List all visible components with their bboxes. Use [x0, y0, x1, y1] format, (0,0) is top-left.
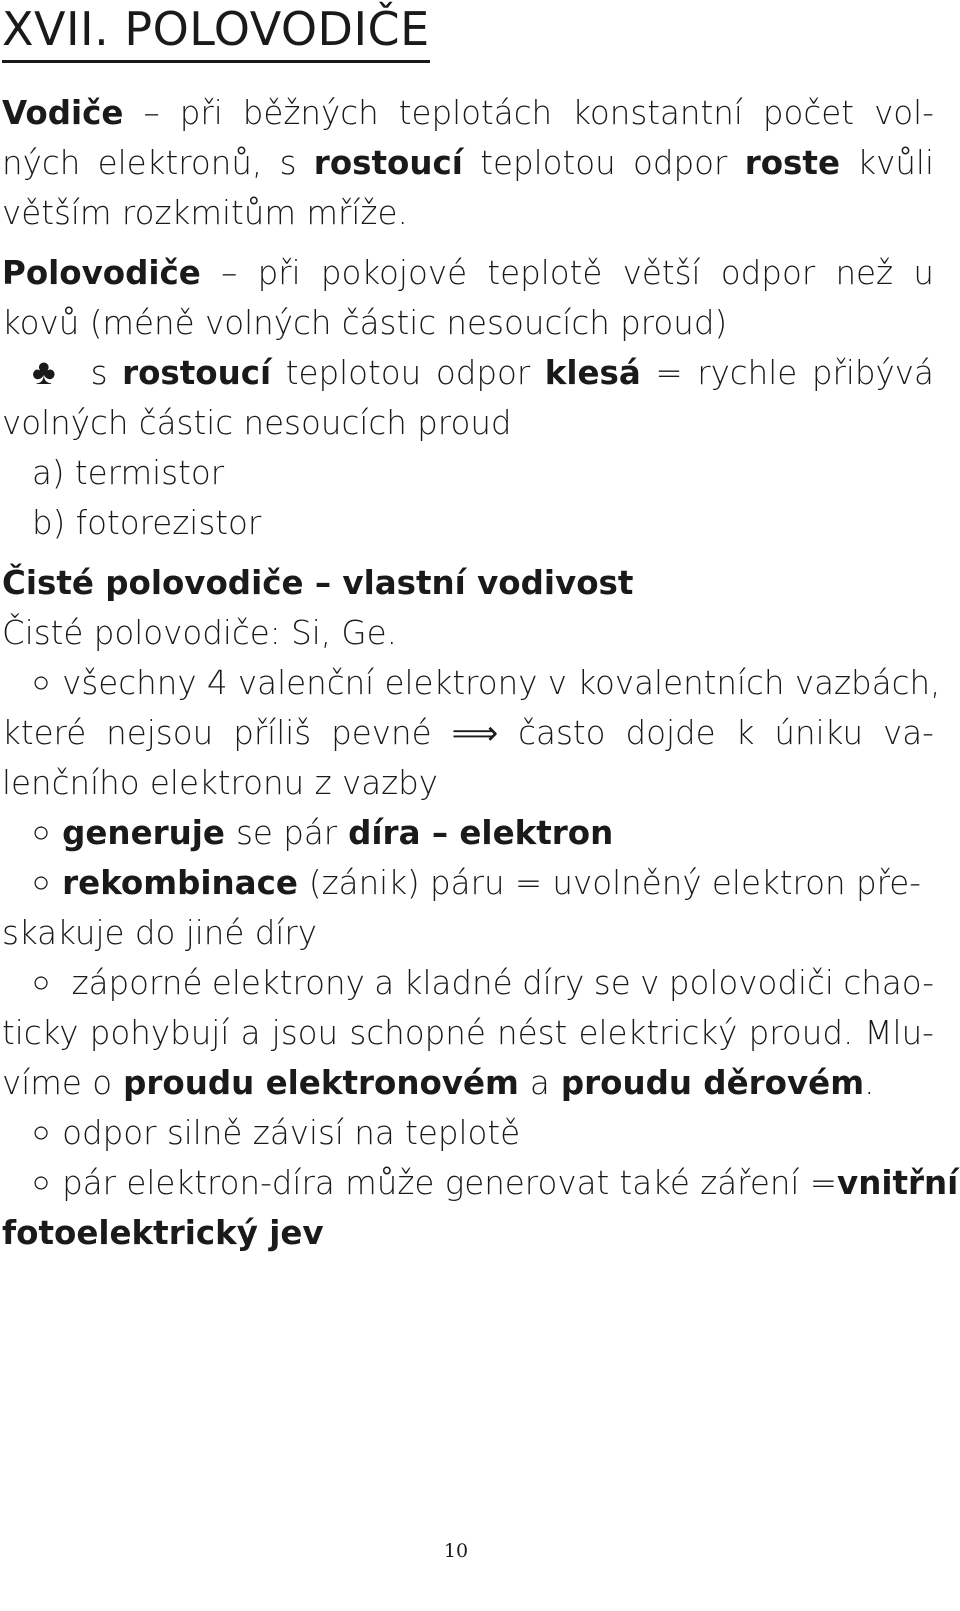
- word: větší: [622, 254, 701, 292]
- text: volných částic nesoucích proud: [2, 404, 512, 442]
- list-item: [2, 448, 934, 498]
- text: pár elektron-díra může generovat také záření =: [62, 1164, 838, 1202]
- emphasis-rekombinace: rekombinace: [62, 864, 298, 902]
- word: pokojové: [320, 254, 468, 292]
- word: kladné: [403, 964, 513, 1002]
- word: rychle: [697, 354, 798, 392]
- word: při: [257, 254, 301, 292]
- text: (zánik) páru = uvolněný elektron pře-: [308, 864, 921, 902]
- paragraph-line: [2, 348, 934, 398]
- word: běžných: [242, 94, 379, 132]
- white-circle-bullet-icon: ○: [32, 865, 51, 900]
- text: všechny 4 valenční elektrony v kovalentních vazbách,: [62, 664, 941, 702]
- word: odpor: [720, 254, 816, 292]
- dash: –: [221, 254, 238, 292]
- emphasis-generuje: generuje: [62, 814, 225, 852]
- paragraph-line: [2, 708, 934, 758]
- word: s: [90, 354, 108, 392]
- word: elektrony: [211, 964, 365, 1002]
- word: odpor: [633, 144, 728, 182]
- paragraph-line: [2, 298, 934, 348]
- word: a: [240, 1014, 261, 1052]
- implies-arrow: ⟹: [451, 714, 499, 752]
- word: odpor: [435, 354, 531, 392]
- bullet-line: [2, 1108, 934, 1158]
- text: a: [529, 1064, 550, 1102]
- word: jsou: [271, 1014, 339, 1052]
- word: než: [835, 254, 894, 292]
- list-item-fotorezistor: b) fotorezistor: [32, 504, 262, 542]
- word: a: [374, 964, 395, 1002]
- text: větším rozkmitům mříže.: [2, 194, 408, 232]
- subsection-title: Čisté polovodiče – vlastní vodivost: [2, 564, 634, 602]
- paragraph-line: [2, 398, 934, 448]
- word: chao-: [843, 964, 934, 1002]
- word: při: [179, 94, 223, 132]
- word: pohybují: [89, 1014, 230, 1052]
- period: .: [864, 1064, 875, 1102]
- bullet-line: [2, 958, 934, 1008]
- paragraph-line: [2, 248, 934, 298]
- word: které: [2, 714, 87, 752]
- white-circle-bullet-icon: ○: [32, 1115, 51, 1150]
- word: proud.: [748, 1014, 854, 1052]
- white-circle-bullet-icon: ○: [32, 965, 51, 1000]
- emphasis-vnitrni: vnitřní: [837, 1164, 959, 1202]
- word: polovodiči: [668, 964, 834, 1002]
- emphasis-rostouci: rostoucí: [122, 354, 272, 392]
- text: odpor silně závisí na teplotě: [62, 1114, 521, 1152]
- term-vodice: Vodiče: [2, 94, 124, 132]
- word: nejsou: [106, 714, 214, 752]
- list-item-termistor: a) termistor: [32, 454, 225, 492]
- paragraph-line: [2, 1008, 934, 1058]
- white-circle-bullet-icon: ○: [32, 665, 51, 700]
- word: teplotě: [487, 254, 603, 292]
- emphasis-proud-elektronovy: proudu elektronovém: [123, 1064, 519, 1102]
- white-circle-bullet-icon: ○: [32, 815, 51, 850]
- emphasis-rostouci: rostoucí: [313, 144, 463, 182]
- text: kovů (méně volných částic nesoucích proud): [2, 304, 728, 342]
- paragraph-line: [2, 1058, 934, 1108]
- white-circle-bullet-icon: ○: [32, 1165, 51, 1200]
- word: kvůli: [857, 144, 934, 182]
- word: nést: [497, 1014, 568, 1052]
- word: va-: [883, 714, 934, 752]
- paragraph-line: [2, 608, 934, 658]
- word: záporné: [71, 964, 203, 1002]
- paragraph-line: [2, 1208, 934, 1258]
- term-polovodice: Polovodiče: [2, 254, 201, 292]
- text: skakuje do jiné díry: [2, 914, 317, 952]
- word: teplotách: [398, 94, 553, 132]
- word: v: [640, 964, 660, 1002]
- word: ných: [2, 144, 81, 182]
- word: díry: [522, 964, 585, 1002]
- word: dojde: [625, 714, 716, 752]
- emphasis-dira-elektron: díra – elektron: [348, 814, 614, 852]
- word: přibývá: [811, 354, 934, 392]
- paragraph-line: [2, 758, 934, 808]
- document-body: [2, 88, 959, 1258]
- text: víme o: [2, 1064, 113, 1102]
- paragraph-line: [2, 188, 934, 238]
- word: teplotou: [480, 144, 616, 182]
- word: ticky: [2, 1014, 79, 1052]
- section-title: XVII. POLOVODIČE: [2, 2, 430, 63]
- dash: –: [143, 94, 160, 132]
- word: elektronů,: [97, 144, 263, 182]
- word: úniku: [774, 714, 864, 752]
- club-suit-icon: ♣: [32, 352, 56, 393]
- emphasis-proud-derovy: proudu děrovém: [560, 1064, 865, 1102]
- bullet-line: [2, 658, 941, 708]
- word: k: [735, 714, 755, 752]
- bullet-line: [2, 1158, 959, 1208]
- text: lenčního elektronu z vazby: [2, 764, 439, 802]
- word: často: [518, 714, 606, 752]
- equals: =: [655, 354, 683, 392]
- text: se pár: [235, 814, 338, 852]
- word: teplotou: [285, 354, 422, 392]
- bullet-line: [2, 858, 934, 908]
- word: pevné: [331, 714, 432, 752]
- page-number: 10: [443, 1540, 469, 1562]
- word: s: [279, 144, 297, 182]
- word: konstantní: [572, 94, 743, 132]
- emphasis-klesa: klesá: [544, 354, 641, 392]
- word: vol-: [874, 94, 934, 132]
- text: Čisté polovodiče: Si, Ge.: [2, 614, 397, 652]
- bullet-line: [2, 808, 934, 858]
- paragraph-line: [2, 88, 934, 138]
- word: Mlu-: [864, 1014, 934, 1052]
- subsection-heading: [2, 558, 934, 608]
- emphasis-fotoelektricky-jev: fotoelektrický jev: [2, 1214, 324, 1252]
- word: příliš: [233, 714, 312, 752]
- word: u: [913, 254, 934, 292]
- paragraph-line: [2, 138, 934, 188]
- word: počet: [762, 94, 855, 132]
- word: se: [593, 964, 631, 1002]
- word: elektrický: [578, 1014, 738, 1052]
- list-item: [2, 498, 934, 548]
- word: schopné: [349, 1014, 486, 1052]
- paragraph-line: [2, 908, 934, 958]
- emphasis-roste: roste: [744, 144, 840, 182]
- section-title-wrap: [2, 2, 430, 63]
